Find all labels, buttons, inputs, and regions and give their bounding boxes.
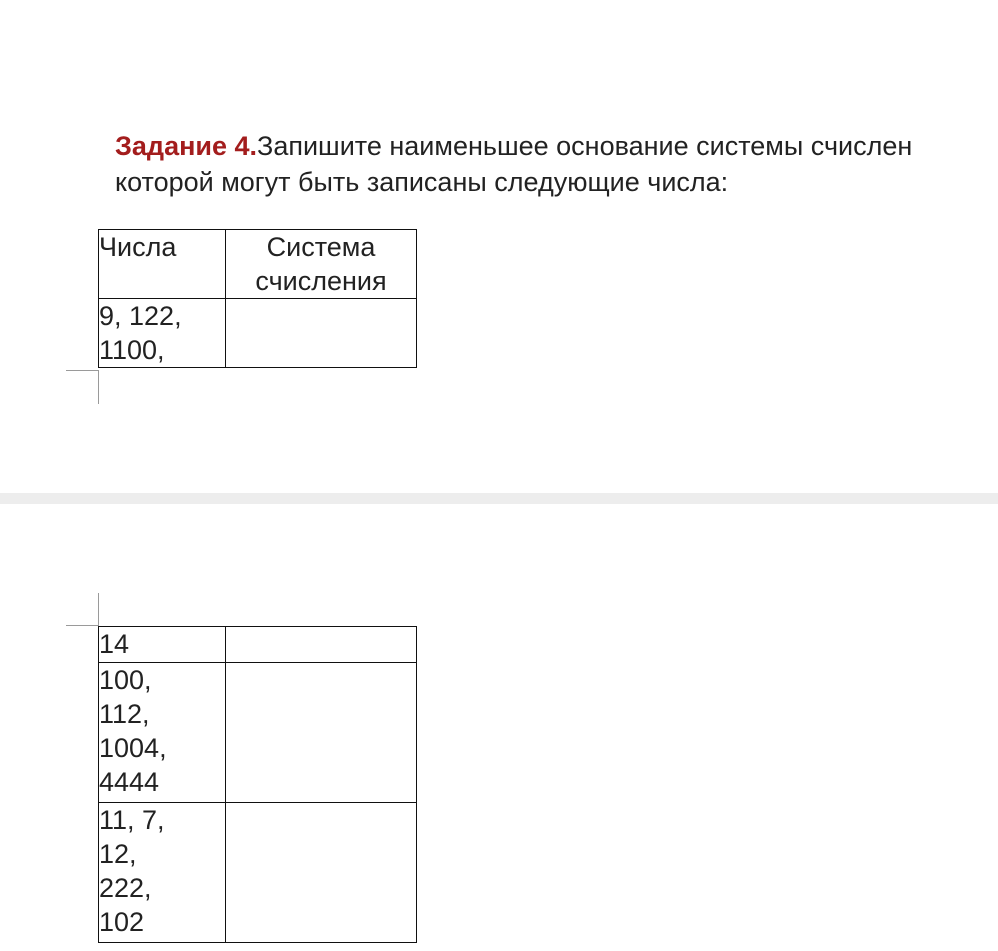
numbers-cell[interactable]: 9, 122, 1100, (99, 299, 226, 368)
page-separator (0, 493, 998, 504)
answer-cell[interactable] (226, 627, 417, 663)
header-numbers: Числа (99, 230, 226, 299)
numbers-table-part-1 (98, 229, 417, 368)
table-row (99, 803, 417, 943)
document-page-2[interactable] (0, 504, 998, 951)
numbers-table-part-2 (98, 626, 417, 943)
table-row (99, 299, 417, 368)
numbers-cell[interactable]: 14 (99, 627, 226, 663)
margin-corner-mark (66, 370, 99, 371)
task-label: Задание 4. (115, 131, 258, 161)
table-row (99, 663, 417, 803)
answer-cell[interactable] (226, 663, 417, 803)
margin-corner-mark (98, 371, 99, 404)
answer-cell[interactable] (226, 803, 417, 943)
task-text-line-1: Запишите наименьшее основание системы счислен (257, 131, 913, 161)
header-number-system: Система счисления (226, 230, 417, 299)
answer-cell[interactable] (226, 299, 417, 368)
numbers-cell[interactable]: 11, 7, 12, 222, 102 (99, 803, 226, 943)
numbers-cell[interactable]: 100, 112, 1004, 4444 (99, 663, 226, 803)
task-heading (115, 128, 998, 200)
margin-corner-mark (98, 593, 99, 626)
task-heading-line-1 (115, 128, 998, 164)
task-text-line-2: которой могут быть записаны следующие числа: (115, 167, 729, 197)
table-header-row (99, 230, 417, 299)
margin-corner-mark (66, 625, 99, 626)
table-row (99, 627, 417, 663)
